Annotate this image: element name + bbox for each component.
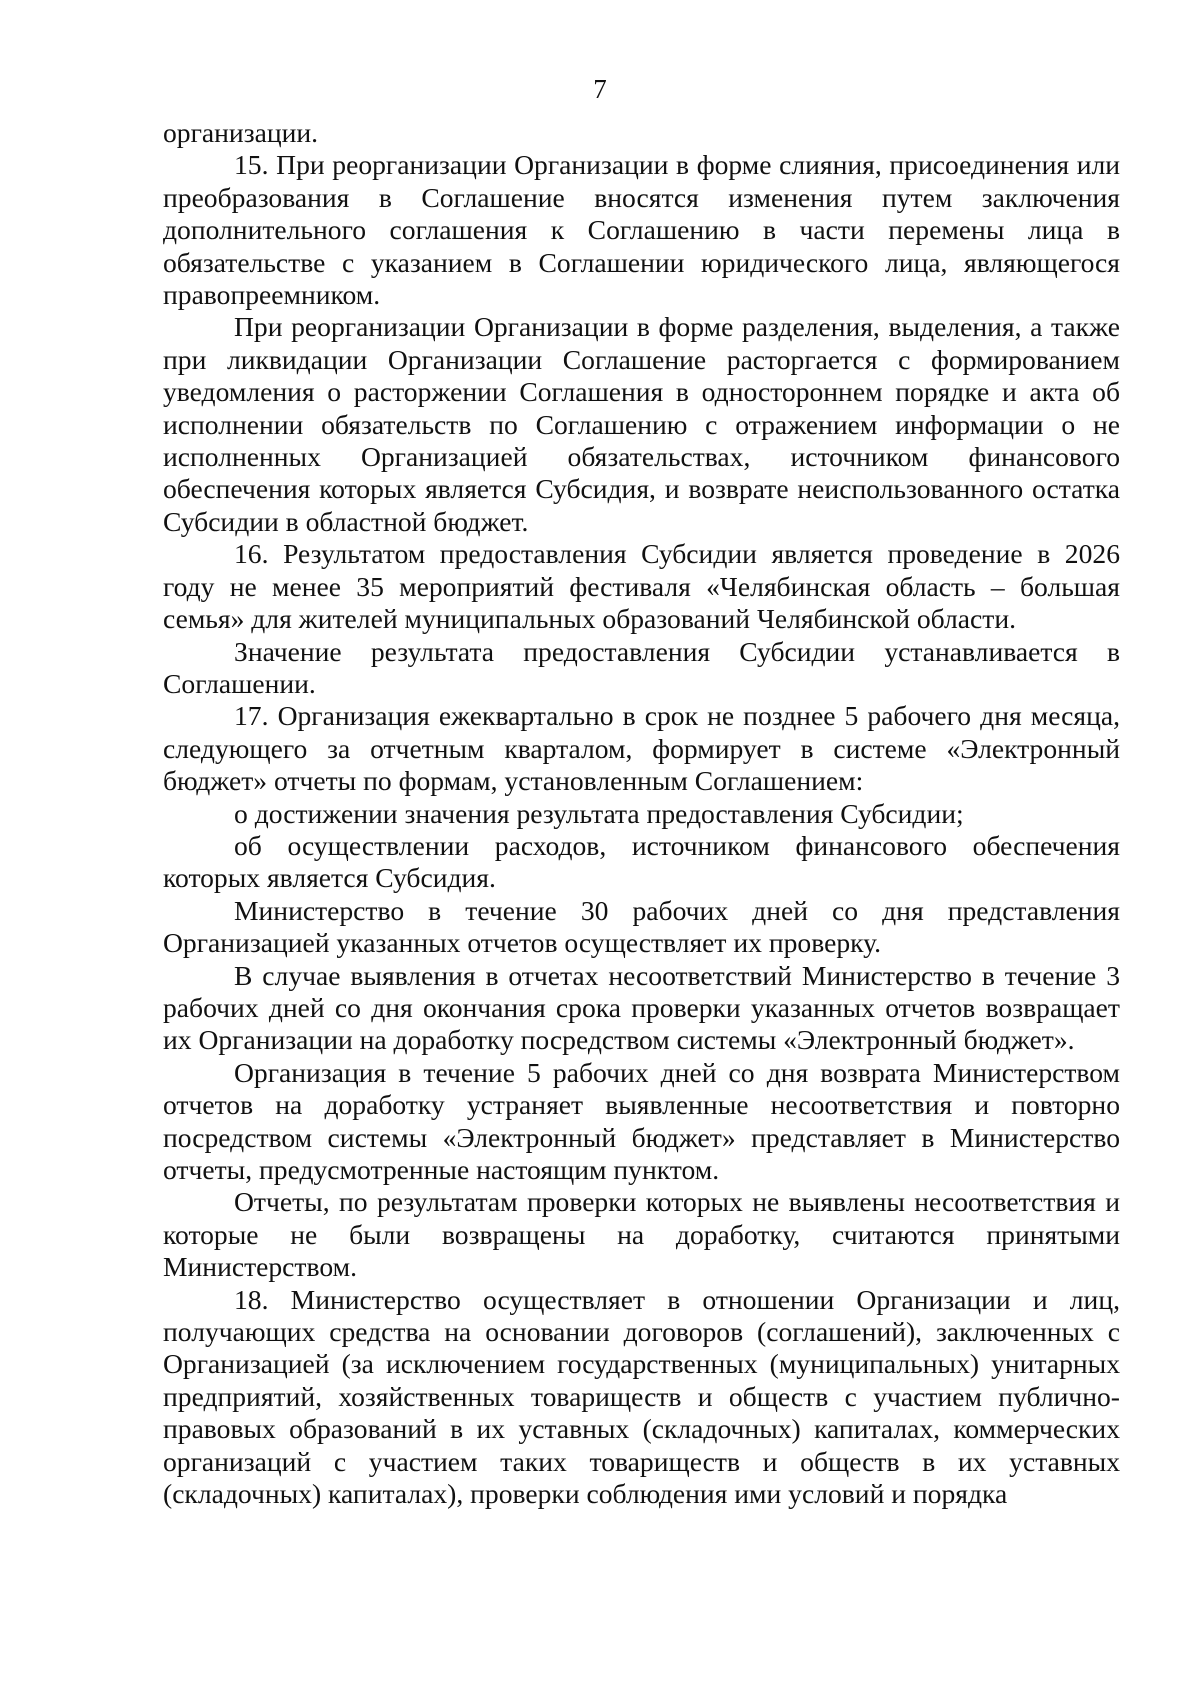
paragraph-ministry-check: Министерство в течение 30 рабочих дней со дня представления Организацией указанных отчетов осуществляет их проверку. [163, 894, 1120, 959]
paragraph-continuation: организации. [163, 117, 319, 148]
paragraph-discrepancies: В случае выявления в отчетах несоответствий Министерство в течение 3 рабочих дней со дня окончания срока проверки указанных отчетов возвращает их Организации на доработку посредством системы «Электронный бюджет». [163, 959, 1120, 1056]
paragraph-item-17: 17. Организация ежеквартально в срок не позднее 5 рабочего дня месяца, следующего за отчетным кварталом, формирует в системе «Электронный бюджет» отчеты по формам, установленным Соглашением: [163, 700, 1120, 797]
paragraph-report-result: о достижении значения результата предоставления Субсидии; [234, 797, 964, 829]
paragraph-reorganization-division: При реорганизации Организации в форме разделения, выделения, а также при ликвидации Организации Соглашение расторгается с формированием уведомления о расторжении Соглашения в одностороннем порядке и акта об исполнении обязательств по Соглашению с отражением информации о не исполненных Организацией обязательствах, источником финансового обеспечения которых является Субсидия, и возврате неиспользованного остатка Субсидии в областной бюджет. [163, 311, 1120, 537]
paragraph-rework: Организация в течение 5 рабочих дней со дня возврата Министерством отчетов на доработку устраняет выявленные несоответствия и повторно посредством системы «Электронный бюджет» представляет в Министерство отчеты, предусмотренные настоящим пунктом. [163, 1056, 1120, 1185]
paragraph-item-18: 18. Министерство осуществляет в отношении Организации и лиц, получающих средства на основании договоров (соглашений), заключенных с Организацией (за исключением государственных (муниципальных) унитарных предприятий, хозяйственных товариществ и обществ с участием публично-правовых образований в их уставных (складочных) капиталах, коммерческих организаций с участием таких товариществ и обществ в их уставных (складочных) капиталах), проверки соблюдения ими условий и порядка [163, 1283, 1120, 1510]
paragraph-result-value: Значение результата предоставления Субсидии устанавливается в Соглашении. [163, 635, 1120, 699]
page-number: 7 [593, 74, 607, 104]
paragraph-item-15: 15. При реорганизации Организации в форме слияния, присоединения или преобразования в Соглашение вносятся изменения путем заключения дополнительного соглашения к Соглашению в части перемены лица в обязательстве с указанием в Соглашении юридического лица, являющегося правопреемником. [163, 149, 1120, 311]
document-body [163, 117, 1120, 1510]
paragraph-item-16: 16. Результатом предоставления Субсидии является проведение в 2026 году не менее 35 мероприятий фестиваля «Челябинская область – большая семья» для жителей муниципальных образований Челябинской области. [163, 538, 1120, 635]
paragraph-accepted-reports: Отчеты, по результатам проверки которых не выявлены несоответствия и которые не были возвращены на доработку, считаются принятыми Министерством. [163, 1186, 1120, 1283]
paragraph-report-expenses: об осуществлении расходов, источником финансового обеспечения которых является Субсидия. [163, 829, 1120, 894]
